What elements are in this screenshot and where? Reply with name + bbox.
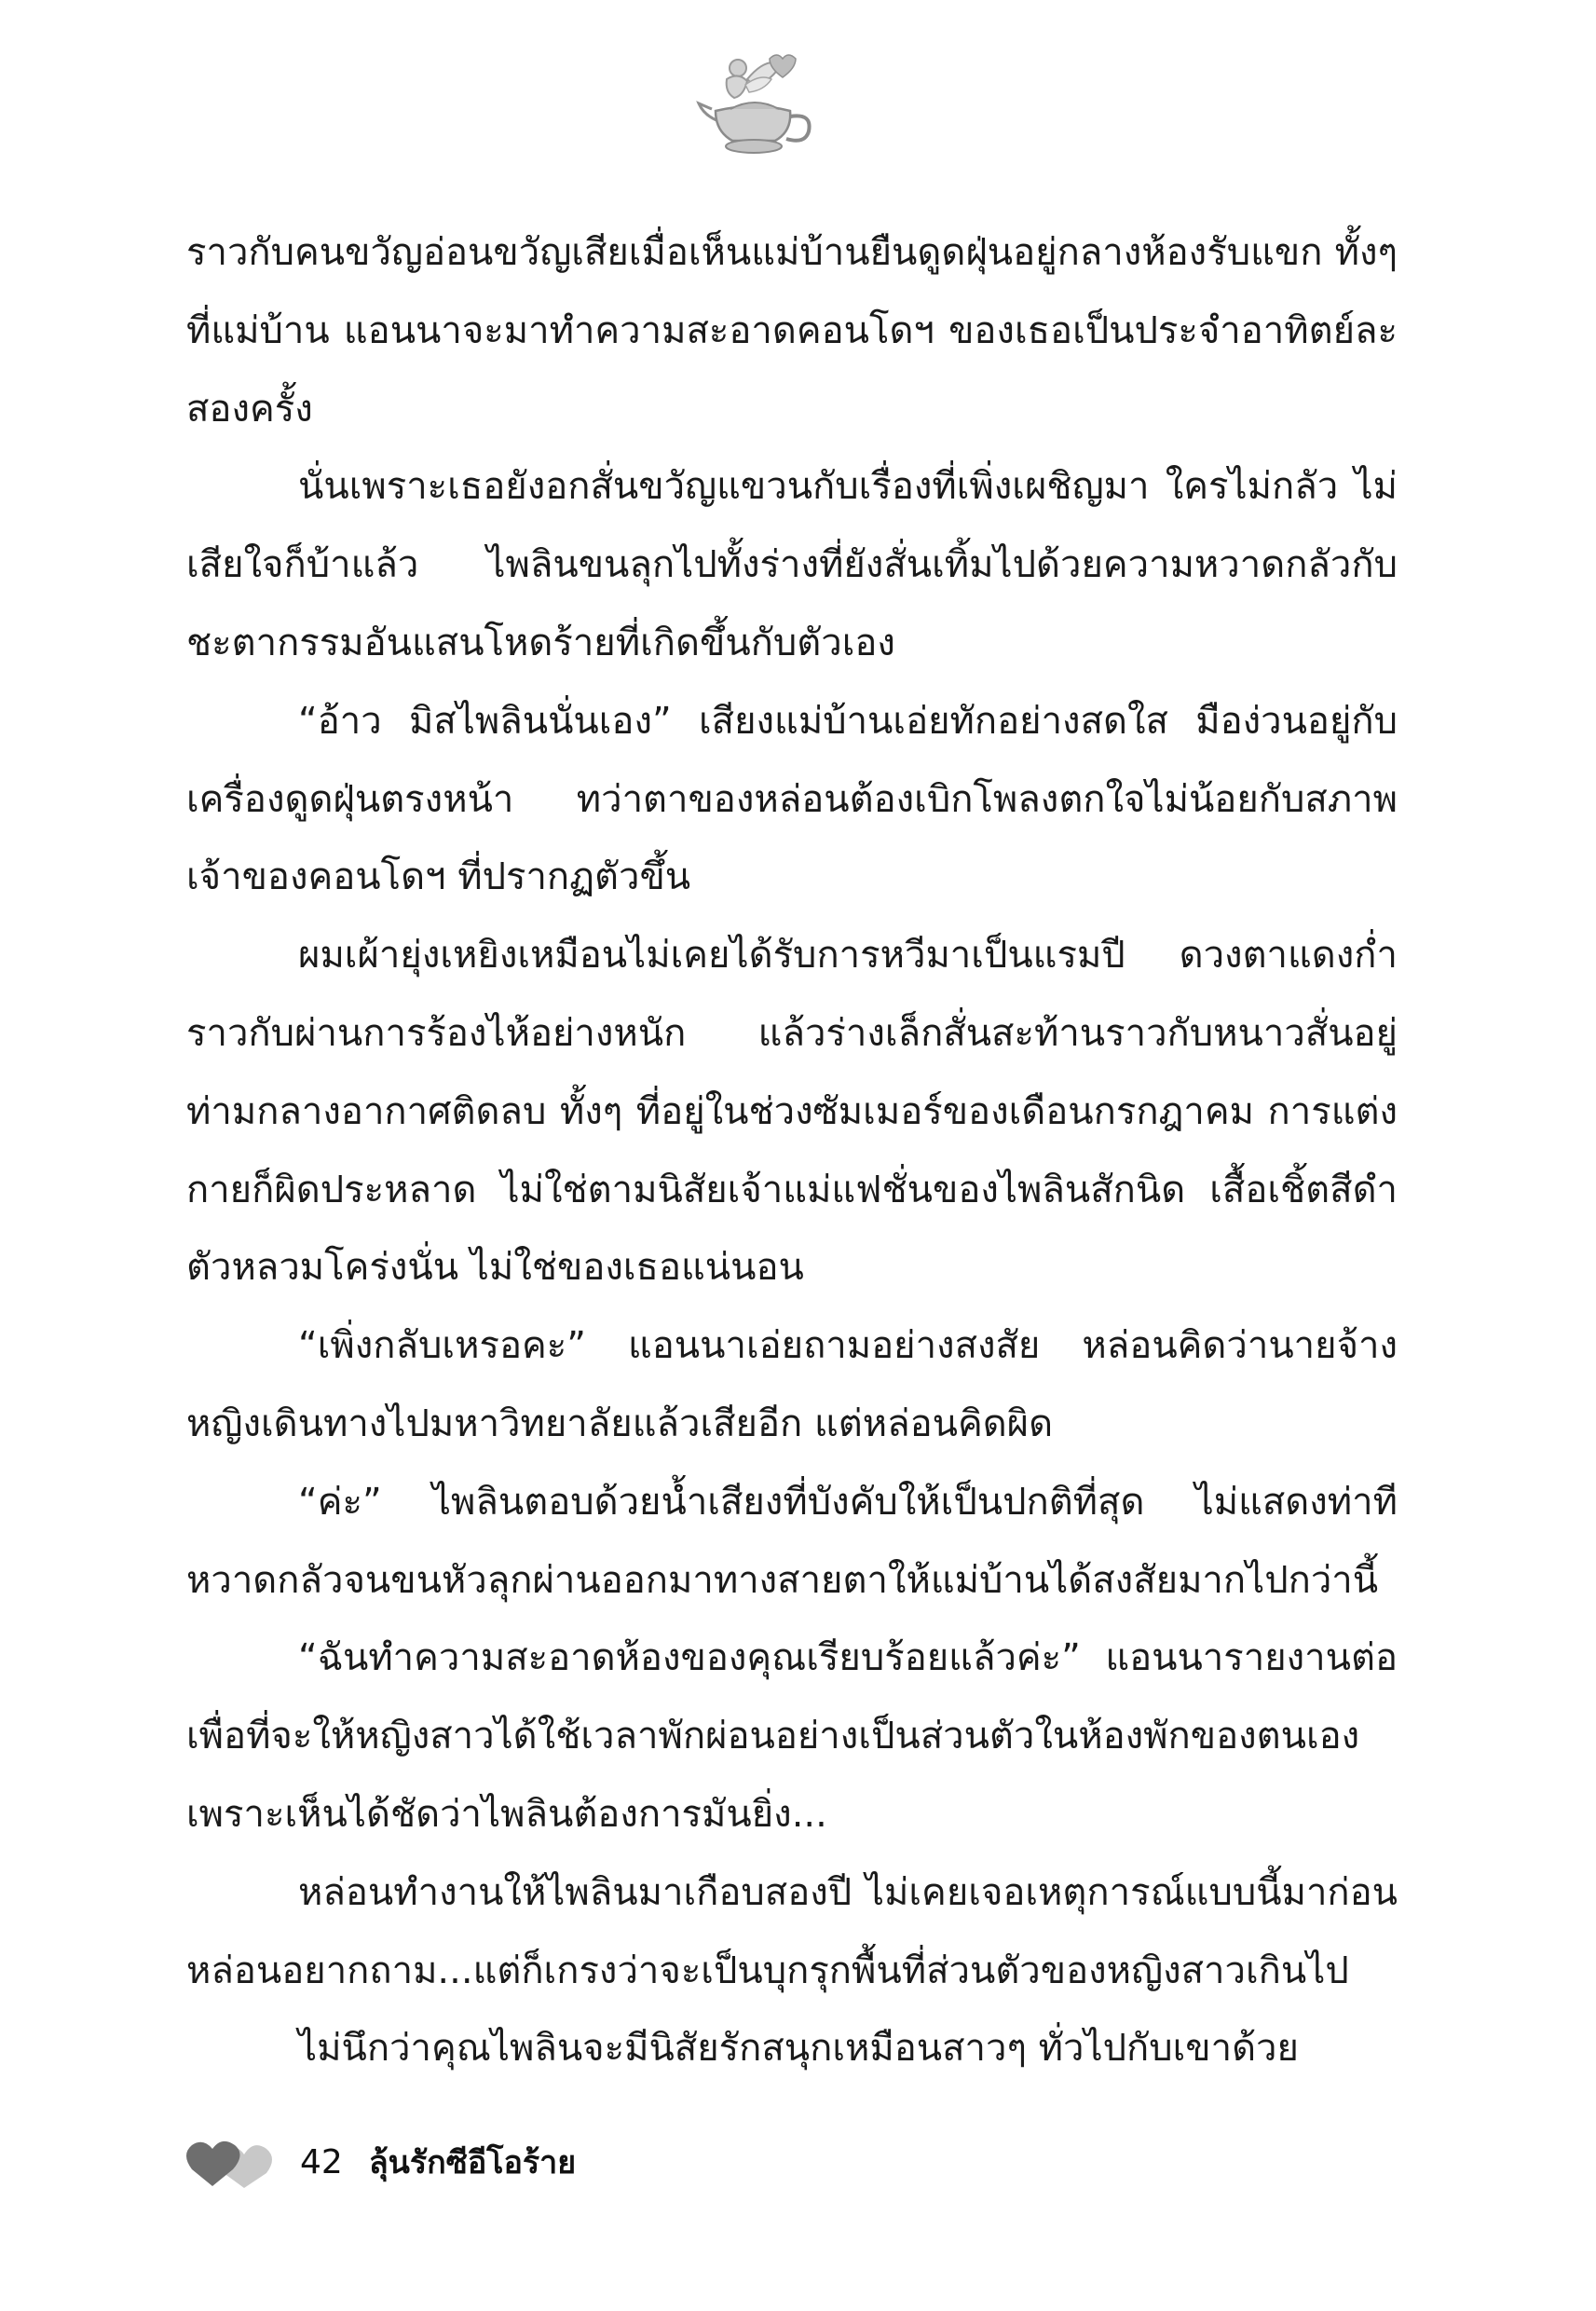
paragraph: นั่นเพราะเธอยังอกสั่นขวัญแขวนกับเรื่องที่เพิ่งเผชิญมา ใครไม่กลัว ไม่เสียใจก็บ้าแล้ว ไพลินขนลุกไปทั้งร่างที่ยังสั่นเทิ้มไปด้วยความหวาดกลัวกับชะตากรรมอันแสนโหดร้ายที่เกิดขึ้นกับตัวเอง	[186, 465, 1398, 664]
paragraph: “ฉันทำความสะอาดห้องของคุณเรียบร้อยแล้วค่ะ” แอนนารายงานต่อ เพื่อที่จะให้หญิงสาวได้ใช้เวลาพักผ่อนอย่างเป็นส่วนตัวในห้องพักของตนเอง เพราะเห็นได้ชัดว่าไพลินต้องการมันยิ่ง...	[186, 1636, 1398, 1836]
hearts-icon	[186, 2134, 280, 2190]
paragraph: “เพิ่งกลับเหรอคะ” แอนนาเอ่ยถามอย่างสงสัย หล่อนคิดว่านายจ้างหญิงเดินทางไปมหาวิทยาลัยแล้วเสียอีก แต่หล่อนคิดผิด	[186, 1324, 1398, 1445]
cupid-teapot-icon	[689, 51, 820, 163]
paragraph: ราวกับคนขวัญอ่อนขวัญเสียเมื่อเห็นแม่บ้านยืนดูดฝุ่นอยู่กลางห้องรับแขก ทั้งๆ ที่แม่บ้าน แอนนาจะมาทำความสะอาดคอนโดฯ ของเธอเป็นประจำอาทิตย์ละสองครั้ง	[186, 231, 1398, 431]
paragraph: หล่อนทำงานให้ไพลินมาเกือบสองปี ไม่เคยเจอเหตุการณ์แบบนี้มาก่อน หล่อนอยากถาม...แต่ก็เกรงว่าจะเป็นบุกรุกพื้นที่ส่วนตัวของหญิงสาวเกินไป	[186, 1870, 1398, 1992]
paragraph: “ค่ะ” ไพลินตอบด้วยน้ำเสียงที่บังคับให้เป็นปกติที่สุด ไม่แสดงท่าทีหวาดกลัวจนขนหัวลุกผ่านออกมาทางสายตาให้แม่บ้านได้สงสัยมากไปกว่านี้	[186, 1480, 1398, 1602]
paragraph: ผมเผ้ายุ่งเหยิงเหมือนไม่เคยได้รับการหวีมาเป็นแรมปี ดวงตาแดงก่ำราวกับผ่านการร้องไห้อย่างหนัก แล้วร่างเล็กสั่นสะท้านราวกับหนาวสั่นอยู่ท่ามกลางอากาศติดลบ ทั้งๆ ที่อยู่ในช่วงซัมเมอร์ของเดือนกรกฎาคม การแต่งกายก็ผิดประหลาด ไม่ใช่ตามนิสัยเจ้าแม่แฟชั่นของไพลินสักนิด เสื้อเชิ้ตสีดำตัวหลวมโคร่งนั่น ไม่ใช่ของเธอแน่นอน	[186, 934, 1398, 1290]
body-text	[186, 214, 1398, 2088]
page-number: 42	[300, 2142, 343, 2181]
page-footer	[186, 2134, 576, 2190]
book-title: ลุ้นรักซีอีโอร้าย	[368, 2144, 577, 2181]
paragraph: “อ้าว มิสไพลินนั่นเอง” เสียงแม่บ้านเอ่ยทักอย่างสดใส มือง่วนอยู่กับเครื่องดูดฝุ่นตรงหน้า ทว่าตาของหล่อนต้องเบิกโพลงตกใจไม่น้อยกับสภาพเจ้าของคอนโดฯ ที่ปรากฏตัวขึ้น	[186, 699, 1398, 899]
paragraph: ไม่นึกว่าคุณไพลินจะมีนิสัยรักสนุกเหมือนสาวๆ ทั่วไปกับเขาด้วย	[298, 2027, 1299, 2071]
